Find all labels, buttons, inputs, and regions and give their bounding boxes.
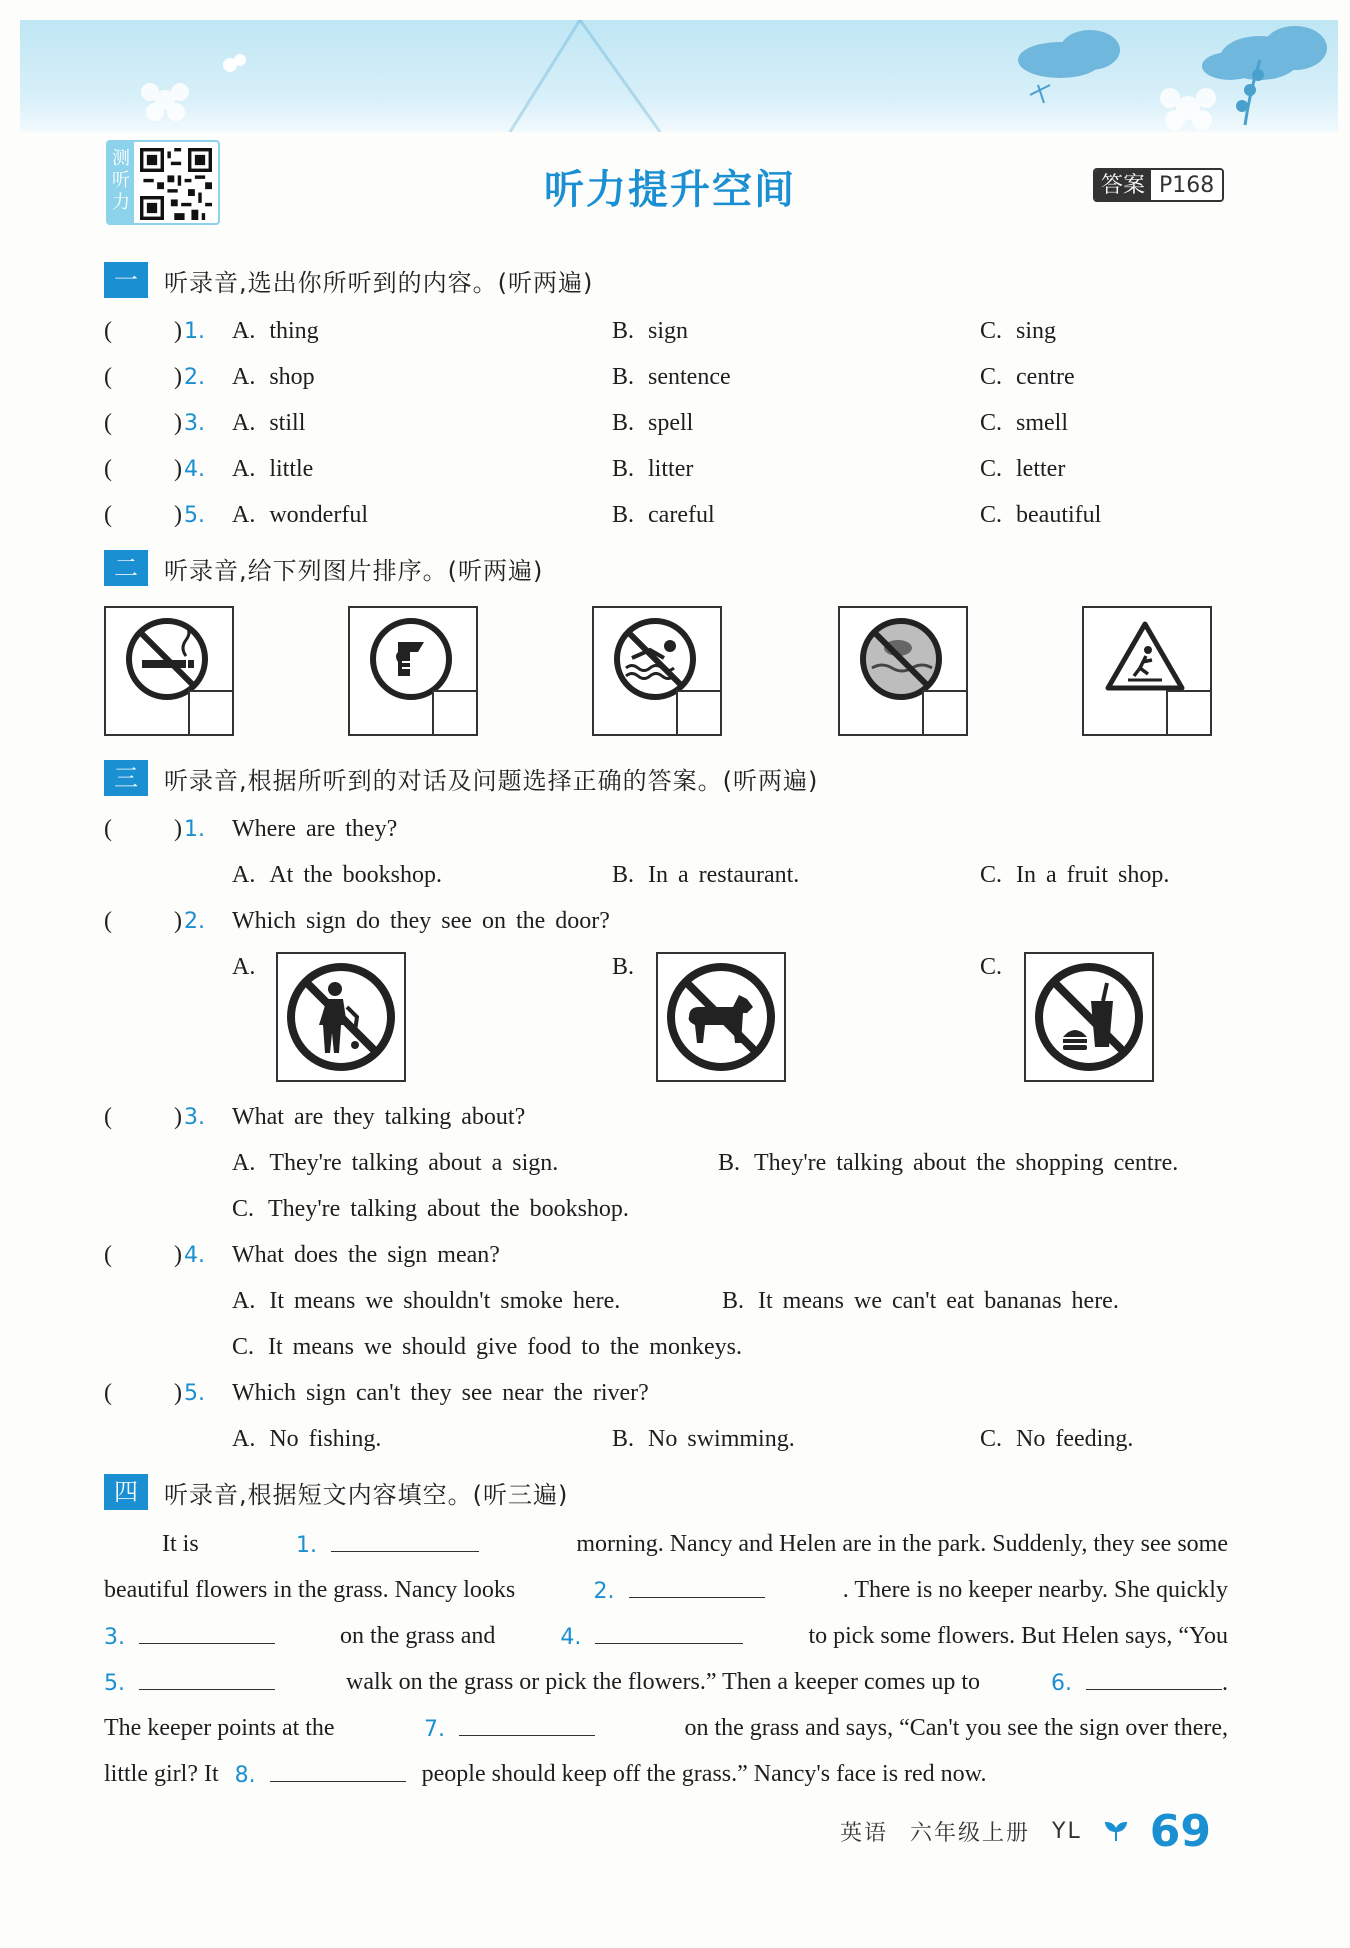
question-text: Where are they? — [232, 816, 398, 842]
passage-text: . There is no keeper nearby. She quickly — [842, 1577, 1228, 1603]
section-number: 二 — [104, 550, 148, 586]
option-c[interactable]: C. sing — [980, 318, 1057, 344]
question-number: )1. — [174, 318, 205, 344]
qr-tag-char: 听 — [112, 170, 130, 191]
order-box[interactable] — [432, 690, 476, 734]
no-food-drink-sign-picture[interactable] — [1024, 952, 1154, 1082]
option-a[interactable]: A. They're talking about a sign. — [232, 1150, 559, 1176]
passage-text: on the grass and says, “Can't you see the sign over there, — [684, 1715, 1228, 1741]
question-row — [104, 314, 1234, 348]
order-box[interactable] — [676, 690, 720, 734]
question-number: )3. — [174, 410, 205, 436]
options-row — [104, 1146, 1234, 1180]
footer-grade: 六年级上册 — [910, 1820, 1031, 1846]
option-a[interactable]: A. still — [232, 410, 306, 436]
question-number: )4. — [174, 1242, 205, 1268]
answer-page: P168 — [1151, 170, 1222, 200]
question-number: )1. — [174, 816, 205, 842]
passage-text: little girl? It — [104, 1761, 219, 1787]
option-a[interactable]: A. shop — [232, 364, 315, 390]
qr-code-box[interactable] — [106, 140, 220, 225]
options-row — [104, 1192, 1234, 1226]
option-b[interactable]: B. It means we can't eat bananas here. — [722, 1288, 1119, 1314]
section-4-heading — [104, 1472, 568, 1512]
question-number: )2. — [174, 364, 205, 390]
option-c[interactable]: C. No feeding. — [980, 1426, 1134, 1452]
order-box[interactable] — [188, 690, 232, 734]
blank-4[interactable]: 4. — [560, 1614, 743, 1658]
no-food-drink-icon — [1033, 961, 1145, 1073]
option-b[interactable]: B. In a restaurant. — [612, 862, 800, 888]
page-title: 听力提升空间 — [544, 167, 796, 213]
option-a[interactable]: A. It means we shouldn't smoke here. — [232, 1288, 621, 1314]
section-instruction: 听录音,给下列图片排序。(听两遍) — [164, 556, 544, 585]
option-c-label[interactable]: C. — [980, 954, 1003, 980]
order-box[interactable] — [1166, 690, 1210, 734]
option-a[interactable]: A. No fishing. — [232, 1426, 382, 1452]
passage-line — [104, 1568, 1228, 1612]
option-c[interactable]: C. They're talking about the bookshop. — [232, 1196, 629, 1222]
option-b[interactable]: B. sentence — [612, 364, 731, 390]
blank-1[interactable]: 1. — [296, 1522, 479, 1566]
answer-paren[interactable]: ( — [104, 1242, 112, 1268]
no-littering-water-sign-picture — [838, 606, 968, 736]
section-instruction: 听录音,选出你所听到的内容。(听两遍) — [164, 268, 594, 297]
blank-6[interactable]: 6. . — [1051, 1660, 1228, 1704]
passage-text: walk on the grass or pick the flowers.” Then a keeper comes up to — [345, 1669, 981, 1695]
section-number: 一 — [104, 262, 148, 298]
option-b[interactable]: B. spell — [612, 410, 694, 436]
question-row — [104, 498, 1234, 532]
passage-line — [104, 1752, 1228, 1796]
option-a[interactable]: A. At the bookshop. — [232, 862, 443, 888]
blank-5[interactable]: 5. — [104, 1660, 275, 1704]
question-row — [104, 452, 1234, 486]
passage-line — [104, 1706, 1228, 1750]
option-a[interactable]: A. thing — [232, 318, 319, 344]
blank-7[interactable]: 7. — [424, 1706, 595, 1750]
option-c[interactable]: C. In a fruit shop. — [980, 862, 1170, 888]
option-b[interactable]: B. No swimming. — [612, 1426, 795, 1452]
option-c[interactable]: C. beautiful — [980, 502, 1102, 528]
option-b-label[interactable]: B. — [612, 954, 635, 980]
order-box[interactable] — [922, 690, 966, 734]
no-dogs-sign-picture[interactable] — [656, 952, 786, 1082]
question-row — [104, 812, 1234, 846]
options-row — [104, 1284, 1234, 1318]
option-b[interactable]: B. They're talking about the shopping centre. — [718, 1150, 1179, 1176]
question-text: Which sign do they see on the door? — [232, 908, 610, 934]
option-b[interactable]: B. careful — [612, 502, 715, 528]
question-text: What are they talking about? — [232, 1104, 526, 1130]
no-dogs-icon — [665, 961, 777, 1073]
question-number: )5. — [174, 1380, 205, 1406]
page-number: 69 — [1149, 1805, 1211, 1857]
options-row — [104, 1422, 1234, 1456]
answer-label: 答案 — [1095, 170, 1151, 200]
option-c[interactable]: C. centre — [980, 364, 1075, 390]
option-a-label[interactable]: A. — [232, 954, 256, 980]
passage-text: morning. Nancy and Helen are in the park. Suddenly, they see some — [576, 1531, 1228, 1557]
answer-paren[interactable]: ( — [104, 1104, 112, 1130]
banner-decoration — [20, 20, 1338, 132]
blank-8[interactable]: 8. — [235, 1752, 406, 1796]
blank-2[interactable]: 2. — [594, 1568, 765, 1612]
answer-paren[interactable]: ( — [104, 410, 112, 436]
no-littering-sign-picture[interactable] — [276, 952, 406, 1082]
qr-tag — [108, 142, 134, 223]
passage-text: to pick some flowers. But Helen says, “You — [808, 1623, 1228, 1649]
passage-line — [104, 1660, 1228, 1704]
option-c[interactable]: C. It means we should give food to the monkeys. — [232, 1334, 742, 1360]
no-littering-icon — [285, 961, 397, 1073]
section-instruction: 听录音,根据短文内容填空。(听三遍) — [164, 1480, 569, 1509]
answer-reference — [1093, 168, 1224, 202]
question-number: )5. — [174, 502, 205, 528]
answer-paren[interactable]: ( — [104, 1380, 112, 1406]
question-row — [104, 406, 1234, 440]
options-row — [104, 858, 1234, 892]
option-b[interactable]: B. sign — [612, 318, 689, 344]
answer-paren[interactable]: ( — [104, 908, 112, 934]
passage-text: beautiful flowers in the grass. Nancy looks — [104, 1577, 516, 1603]
question-row — [104, 1100, 1234, 1134]
no-touching-sign-picture — [348, 606, 478, 736]
no-swimming-sign-picture — [592, 606, 722, 736]
footer-subject: 英语 — [840, 1820, 889, 1846]
section-3-heading — [104, 758, 818, 798]
passage-line — [104, 1522, 1228, 1566]
answer-paren[interactable]: ( — [104, 502, 112, 528]
passage-text: people should keep off the grass.” Nancy's face is red now. — [421, 1761, 987, 1787]
section-2-heading — [104, 548, 543, 588]
passage-text: It is — [162, 1531, 199, 1557]
options-row — [104, 1330, 1234, 1364]
qr-tag-char: 力 — [112, 192, 130, 213]
question-number: )4. — [174, 456, 205, 482]
section-number: 四 — [104, 1474, 148, 1510]
passage-text: on the grass and — [340, 1623, 496, 1649]
option-c[interactable]: C. smell — [980, 410, 1069, 436]
section-number: 三 — [104, 760, 148, 796]
option-a[interactable]: A. wonderful — [232, 502, 368, 528]
caution-slippery-sign-picture — [1082, 606, 1212, 736]
question-number: )2. — [174, 908, 205, 934]
section-1-heading — [104, 260, 593, 300]
option-a[interactable]: A. little — [232, 456, 314, 482]
blank-3[interactable]: 3. — [104, 1614, 275, 1658]
top-banner — [20, 20, 1338, 132]
option-b[interactable]: B. litter — [612, 456, 694, 482]
no-smoking-sign-picture — [104, 606, 234, 736]
qr-tag-char: 测 — [112, 148, 130, 169]
question-row — [104, 360, 1234, 394]
section-instruction: 听录音,根据所听到的对话及问题选择正确的答案。(听两遍) — [164, 766, 819, 795]
question-row — [104, 1238, 1234, 1272]
qr-code-icon — [140, 148, 212, 220]
passage-line — [104, 1614, 1228, 1658]
passage-text: The keeper points at the — [104, 1715, 335, 1741]
footer-edition: YL — [1052, 1818, 1082, 1844]
option-c[interactable]: C. letter — [980, 456, 1066, 482]
question-text: Which sign can't they see near the river? — [232, 1380, 649, 1406]
answer-paren[interactable]: ( — [104, 456, 112, 482]
question-text: What does the sign mean? — [232, 1242, 500, 1268]
question-row — [104, 1376, 1234, 1410]
answer-paren[interactable]: ( — [104, 318, 112, 344]
question-row — [104, 904, 1234, 938]
question-number: )3. — [174, 1104, 205, 1130]
page-footer — [840, 1806, 1211, 1856]
answer-paren[interactable]: ( — [104, 816, 112, 842]
leaf-icon — [1104, 1819, 1128, 1843]
answer-paren[interactable]: ( — [104, 364, 112, 390]
